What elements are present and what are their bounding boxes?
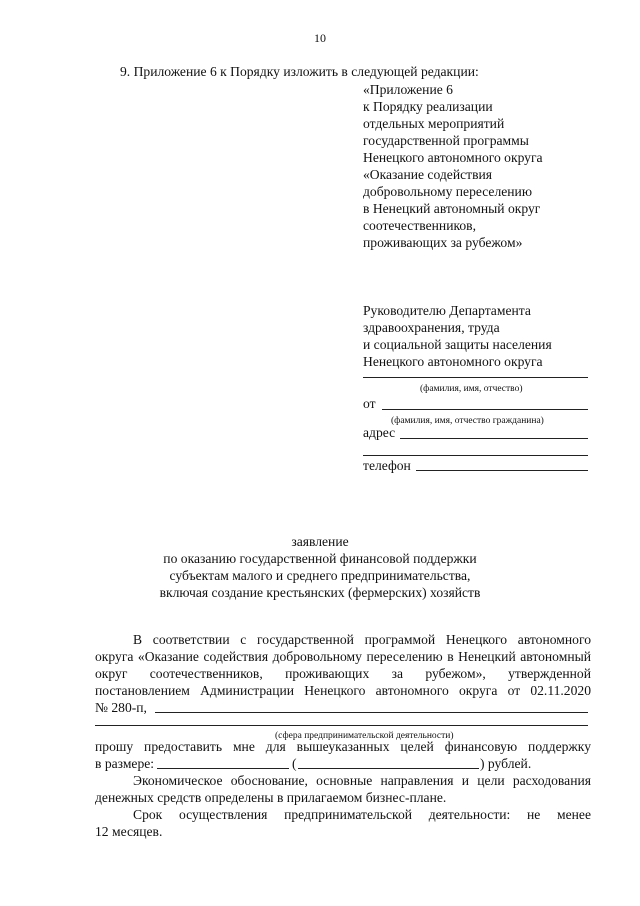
caption-fio: (фамилия, имя, отчество) xyxy=(420,384,523,394)
appendix-line: в Ненецкий автономный округ xyxy=(363,201,541,216)
title-line: включая создание крестьянских (фермерских) хозяйств xyxy=(159,585,481,600)
page-number: 10 xyxy=(314,31,326,45)
addressee-line: и социальной защиты населения xyxy=(363,337,552,352)
document-title xyxy=(0,533,640,601)
sphere-line[interactable] xyxy=(155,712,588,713)
address-line-2[interactable] xyxy=(363,455,588,456)
title-line: заявление xyxy=(291,534,349,549)
appendix-line: добровольному переселению xyxy=(363,184,532,199)
paragraph-line: округ соотечественников, проживающих за рубежом», утвержденной xyxy=(95,666,591,681)
fio-line[interactable] xyxy=(363,377,588,378)
amount-words-line[interactable] xyxy=(298,768,479,769)
appendix-line: «Приложение 6 xyxy=(363,82,453,97)
address-label: адрес xyxy=(363,425,396,440)
appendix-line: «Оказание содействия xyxy=(363,167,493,182)
paragraph-line: денежных средств определены в прилагаемом бизнес-плане. xyxy=(95,790,447,805)
from-line[interactable] xyxy=(382,409,588,410)
address-line[interactable] xyxy=(400,438,588,439)
paragraph-line: Экономическое обоснование, основные направления и цели расходования xyxy=(133,773,591,788)
item-heading: 9. Приложение 6 к Порядку изложить в следующей редакции: xyxy=(120,64,479,79)
appendix-line: отдельных мероприятий xyxy=(363,116,505,131)
addressee-line: Ненецкого автономного округа xyxy=(363,354,543,369)
from-label: от xyxy=(363,396,376,411)
paragraph-line: Срок осуществления предпринимательской деятельности: не менее xyxy=(133,807,591,822)
paragraph-line: округа «Оказание содействия добровольному переселению в Ненецкий автономный xyxy=(95,649,591,664)
appendix-block xyxy=(363,81,543,251)
addressee-line: Руководителю Департамента xyxy=(363,303,531,318)
title-line: по оказанию государственной финансовой поддержки xyxy=(163,551,477,566)
caption-sphere: (сфера предпринимательской деятельности) xyxy=(275,731,454,741)
amount-line[interactable] xyxy=(157,768,289,769)
appendix-line: проживающих за рубежом» xyxy=(363,235,523,250)
appendix-line: соотечественников, xyxy=(363,218,476,233)
paragraph-line: 12 месяцев. xyxy=(95,824,163,839)
appendix-line: государственной программы xyxy=(363,133,529,148)
addressee-block xyxy=(363,302,552,370)
appendix-line: Ненецкого автономного округа xyxy=(363,150,543,165)
title-line: субъектам малого и среднего предпринимательства, xyxy=(169,568,471,583)
paragraph-line: № 280-п, xyxy=(95,700,147,715)
amount-currency: ) рублей. xyxy=(480,756,532,771)
appendix-line: к Порядку реализации xyxy=(363,99,493,114)
paragraph-line: постановлением Администрации Ненецкого автономного округа от 02.11.2020 xyxy=(95,683,591,698)
amount-label: в размере: xyxy=(95,756,155,771)
caption-fio-citizen: (фамилия, имя, отчество гражданина) xyxy=(391,416,544,426)
paragraph-line: В соответствии с государственной программой Ненецкого автономного xyxy=(133,632,591,647)
phone-line[interactable] xyxy=(416,470,588,471)
paragraph-line: прошу предоставить мне для вышеуказанных целей финансовую поддержку xyxy=(95,739,591,754)
phone-label: телефон xyxy=(363,458,411,473)
amount-paren-open: ( xyxy=(292,756,297,771)
sphere-line-2[interactable] xyxy=(95,725,588,726)
addressee-line: здравоохранения, труда xyxy=(363,320,500,335)
